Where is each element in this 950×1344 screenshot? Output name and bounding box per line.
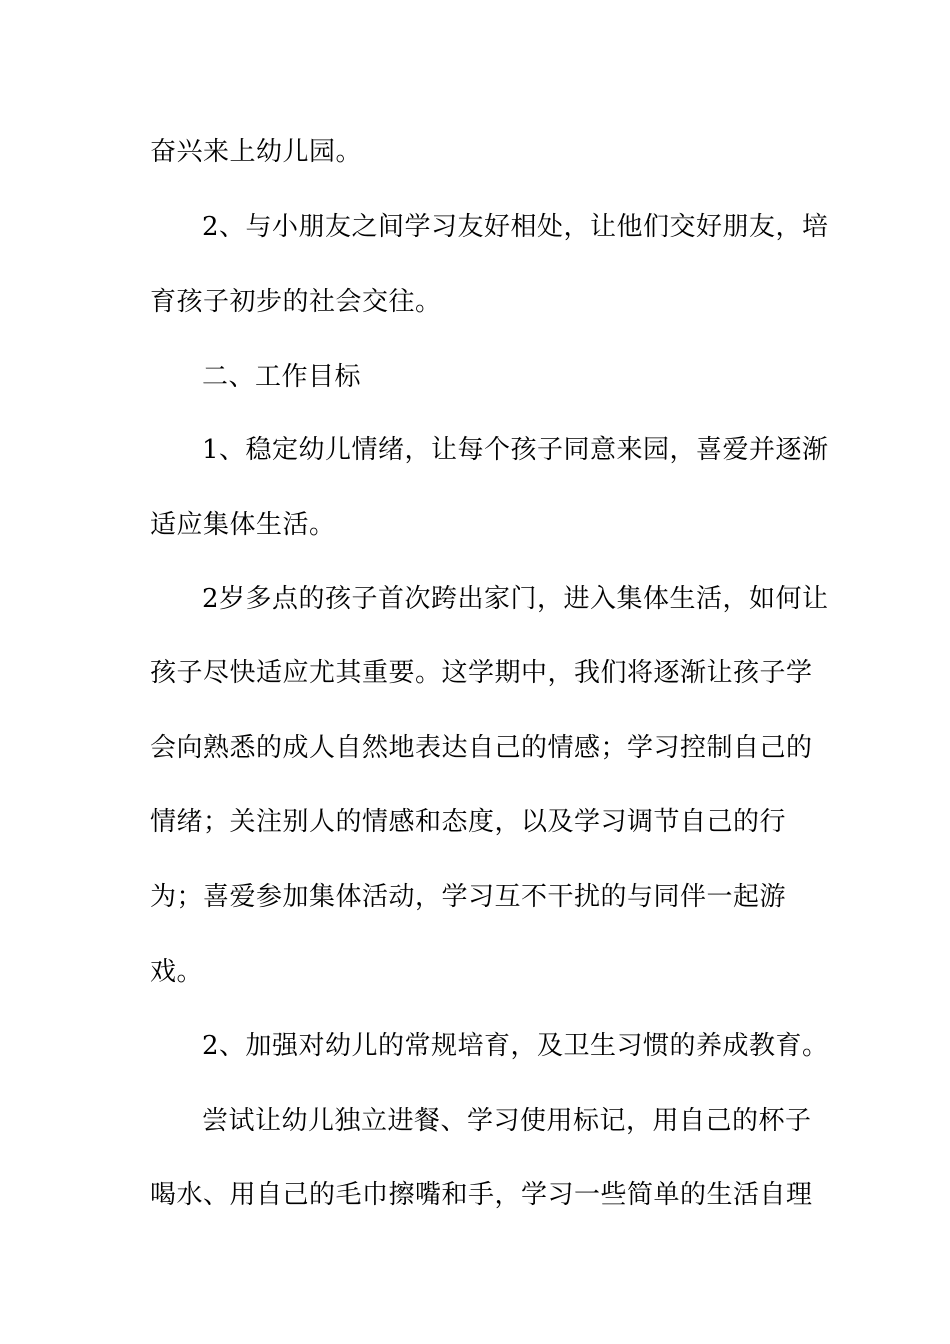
text-line: 1、稳定幼儿情绪，让每个孩子同意来园，喜爱并逐渐 bbox=[202, 435, 829, 465]
text-line: 喝水、用自己的毛巾擦嘴和手，学习一些简单的生活自理 bbox=[150, 1180, 813, 1210]
text-line: 育孩子初步的社会交往。 bbox=[150, 287, 442, 317]
text-line: 适应集体生活。 bbox=[150, 510, 336, 540]
text-line: 情绪；关注别人的情感和态度，以及学习调节自己的行 bbox=[150, 807, 787, 837]
text-line: 奋兴来上幼儿园。 bbox=[150, 137, 363, 167]
text-line: 2岁多点的孩子首次跨出家门，进入集体生活，如何让 bbox=[202, 584, 829, 614]
text-line: 尝试让幼儿独立进餐、学习使用标记，用自己的杯子 bbox=[202, 1106, 812, 1136]
text-line: 孩子尽快适应尤其重要。这学期中，我们将逐渐让孩子学 bbox=[150, 658, 813, 688]
text-line: 会向熟悉的成人自然地表达自己的情感；学习控制自己的 bbox=[150, 733, 813, 763]
text-line: 戏。 bbox=[150, 957, 204, 987]
section-heading: 二、工作目标 bbox=[202, 362, 362, 392]
text-line: 为；喜爱参加集体活动，学习互不干扰的与同伴一起游 bbox=[150, 882, 787, 912]
text-line: 2、加强对幼儿的常规培育，及卫生习惯的养成教育。 bbox=[202, 1031, 829, 1061]
text-line: 2、与小朋友之间学习友好相处，让他们交好朋友，培 bbox=[202, 212, 829, 242]
